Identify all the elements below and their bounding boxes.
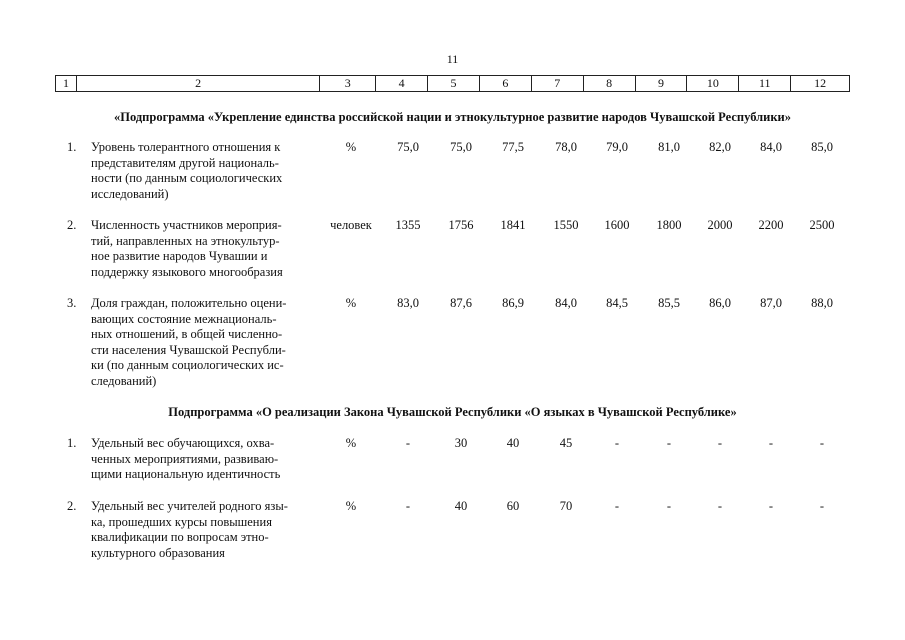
value-cell: 77,5 — [502, 140, 524, 154]
indicator-name-line: следований) — [91, 373, 157, 388]
indicator-name-line: вающих состояние межнациональ- — [91, 311, 277, 326]
indicator-name — [91, 296, 319, 389]
header-cell-8: 8 — [584, 76, 636, 91]
header-cell-9: 9 — [636, 76, 688, 91]
header-cell-1: 1 — [56, 76, 77, 91]
indicator-name-line: представителям другой националь- — [91, 155, 279, 170]
value-cell: 83,0 — [397, 296, 419, 310]
indicator-name-line: тий, направленных на этнокультур- — [91, 233, 280, 248]
value-cell: 87,6 — [450, 296, 472, 310]
indicator-name-line: щими национальную идентичность — [91, 467, 281, 481]
section-title-1: «Подпрограмма «Укрепление единства российской нации и этнокультурное развитие народов Чувашской Республики» — [113, 110, 791, 124]
value-cell: 1800 — [656, 218, 682, 232]
unit-of-measure: % — [345, 499, 357, 513]
value-cell: 79,0 — [606, 140, 628, 154]
indicator-name-line: сти населения Чувашской Республи- — [91, 342, 286, 357]
indicator-name-line: культурного образования — [91, 545, 225, 560]
header-cell-10: 10 — [687, 76, 739, 91]
value-cell: - — [819, 436, 825, 450]
value-cell: - — [666, 436, 672, 450]
header-cell-3: 3 — [320, 76, 376, 91]
indicator-name-line: Численность участников мероприя- — [91, 218, 282, 232]
value-cell: 1355 — [395, 218, 421, 232]
indicator-name — [91, 499, 319, 561]
page-number: 11 — [446, 52, 459, 66]
value-cell: 1600 — [604, 218, 630, 232]
value-cell: 30 — [454, 436, 468, 450]
value-cell: - — [819, 499, 825, 513]
value-cell: - — [614, 499, 620, 513]
value-cell: 2000 — [707, 218, 733, 232]
indicator-name-line: Уровень толерантного отношения к — [91, 140, 281, 154]
indicator-name-line: квалификации по вопросам этно- — [91, 530, 269, 544]
unit-of-measure: человек — [330, 218, 372, 232]
section-title-2: Подпрограмма «О реализации Закона Чувашской Республики «О языках в Чувашской Республике» — [168, 405, 737, 419]
row-number: 3. — [67, 296, 77, 310]
header-cell-6: 6 — [480, 76, 532, 91]
value-cell: 88,0 — [811, 296, 833, 310]
value-cell: - — [768, 499, 774, 513]
unit-of-measure: % — [345, 296, 357, 310]
value-cell: 40 — [506, 436, 520, 450]
value-cell: 2200 — [758, 218, 784, 232]
value-cell: 82,0 — [709, 140, 731, 154]
indicator-name-line: Удельный вес обучающихся, охва- — [91, 436, 275, 450]
value-cell: 1550 — [553, 218, 579, 232]
header-cell-2: 2 — [77, 76, 320, 91]
value-cell: 85,5 — [658, 296, 680, 310]
value-cell: 70 — [559, 499, 573, 513]
indicator-name — [91, 140, 319, 202]
value-cell: - — [405, 499, 411, 513]
indicator-name — [91, 436, 319, 483]
value-cell: - — [666, 499, 672, 513]
value-cell: 84,0 — [760, 140, 782, 154]
value-cell: 2500 — [809, 218, 835, 232]
row-number: 2. — [67, 499, 77, 513]
value-cell: 60 — [506, 499, 520, 513]
value-cell: 78,0 — [555, 140, 577, 154]
header-cell-4: 4 — [376, 76, 428, 91]
indicator-name-line: ченных мероприятиями, развиваю- — [91, 451, 279, 466]
row-number: 1. — [67, 436, 77, 450]
value-cell: 84,0 — [555, 296, 577, 310]
indicator-name-line: Удельный вес учителей родного язы- — [91, 499, 288, 513]
value-cell: - — [614, 436, 620, 450]
value-cell: 1841 — [500, 218, 526, 232]
value-cell: 84,5 — [606, 296, 628, 310]
value-cell: 40 — [454, 499, 468, 513]
value-cell: 86,9 — [502, 296, 524, 310]
table-header-row — [55, 75, 850, 92]
indicator-name-line: ности (по данным социологических — [91, 171, 283, 185]
value-cell: 75,0 — [397, 140, 419, 154]
indicator-name-line: ное развитие народов Чувашии и — [91, 249, 268, 263]
header-cell-7: 7 — [532, 76, 584, 91]
value-cell: 87,0 — [760, 296, 782, 310]
unit-of-measure: % — [345, 140, 357, 154]
indicator-name-line: исследований) — [91, 186, 169, 201]
header-cell-12: 12 — [814, 76, 827, 90]
header-cell-11: 11 — [739, 76, 791, 91]
row-number: 2. — [67, 218, 77, 232]
value-cell: 86,0 — [709, 296, 731, 310]
indicator-name-line: ка, прошедших курсы повышения — [91, 514, 272, 529]
indicator-name — [91, 218, 319, 280]
value-cell: - — [717, 499, 723, 513]
value-cell: 85,0 — [811, 140, 833, 154]
value-cell: 45 — [559, 436, 573, 450]
value-cell: 1756 — [448, 218, 474, 232]
value-cell: - — [405, 436, 411, 450]
indicator-name-line: ных отношений, в общей численно- — [91, 327, 283, 341]
row-number: 1. — [67, 140, 77, 154]
value-cell: 81,0 — [658, 140, 680, 154]
unit-of-measure: % — [345, 436, 357, 450]
value-cell: - — [768, 436, 774, 450]
value-cell: 75,0 — [450, 140, 472, 154]
header-cell-5: 5 — [428, 76, 480, 91]
indicator-name-line: Доля граждан, положительно оцени- — [91, 296, 287, 310]
value-cell: - — [717, 436, 723, 450]
indicator-name-line: ки (по данным социологических ис- — [91, 358, 284, 372]
indicator-name-line: поддержку языкового многообразия — [91, 264, 283, 279]
